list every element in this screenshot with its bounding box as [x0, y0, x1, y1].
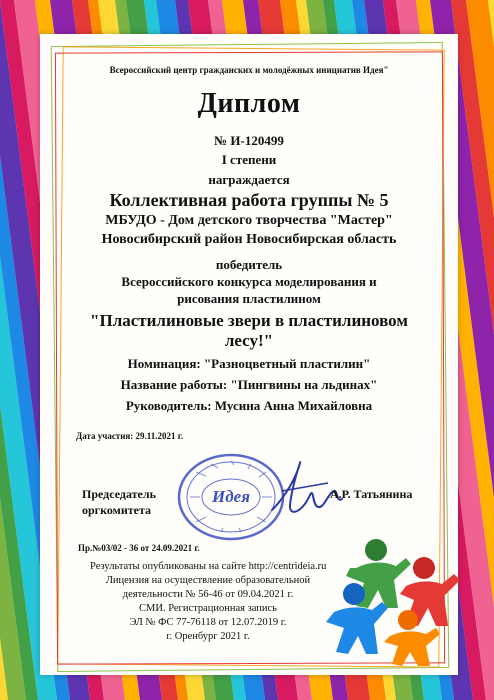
- footer-license-line2: деятельности № 56-46 от 09.04.2021 г.: [122, 589, 294, 600]
- supervisor: Руководитель: Мусина Анна Михайловна: [125, 398, 373, 413]
- awarded-label: награждается: [208, 172, 290, 187]
- footer-license-line1: Лицензия на осуществление образовательной: [105, 575, 311, 586]
- nomination: Номинация: "Разноцветный пластилин": [127, 356, 371, 371]
- project-title-line2: лесу!": [224, 331, 274, 350]
- chair-title-line2: оргкомитета: [82, 503, 151, 517]
- footer-media-line1: СМИ. Регистрационная запись: [139, 603, 277, 614]
- diploma-number: № И-120499: [214, 133, 284, 148]
- chair-title-line1: Председатель: [82, 487, 156, 501]
- institution-region: Новосибирский район Новосибирская область: [101, 232, 397, 247]
- work-title: Название работы: "Пингвины на льдинах": [120, 377, 378, 392]
- project-title-line1: "Пластилиновые звери в пластилиновом: [90, 311, 408, 330]
- competition-name-line2: рисования пластилином: [177, 291, 321, 306]
- seal-center-text: Идея: [212, 487, 250, 506]
- recipient-name: Коллективная работа группы № 5: [109, 190, 389, 210]
- footer-city-year: г. Оренбург 2021 г.: [166, 631, 250, 642]
- order-number: Пр.№03/02 - 36 от 24.09.2021 г.: [78, 543, 200, 553]
- footer-media-line2: ЭЛ № ФС 77-76118 от 12.07.2019 г.: [129, 617, 287, 628]
- organization-name: Всероссийский центр гражданских и молодёжных инициатив Идея": [109, 65, 389, 75]
- colorful-people-figures-illustration: [316, 528, 466, 668]
- competition-name-line1: Всероссийского конкурса моделирования и: [121, 274, 377, 289]
- signatory-name: А.Р. Татьянина: [330, 487, 413, 501]
- winner-label: победитель: [215, 257, 283, 272]
- footer-publication-line: Результаты опубликованы на сайте http://centrideia.ru: [90, 561, 327, 572]
- institution-name: МБУДО - Дом детского творчества "Мастер": [105, 213, 393, 228]
- participation-date: Дата участия: 29.11.2021 г.: [76, 431, 184, 441]
- diploma-degree: I степени: [221, 152, 277, 167]
- diploma-title: Диплом: [197, 88, 301, 119]
